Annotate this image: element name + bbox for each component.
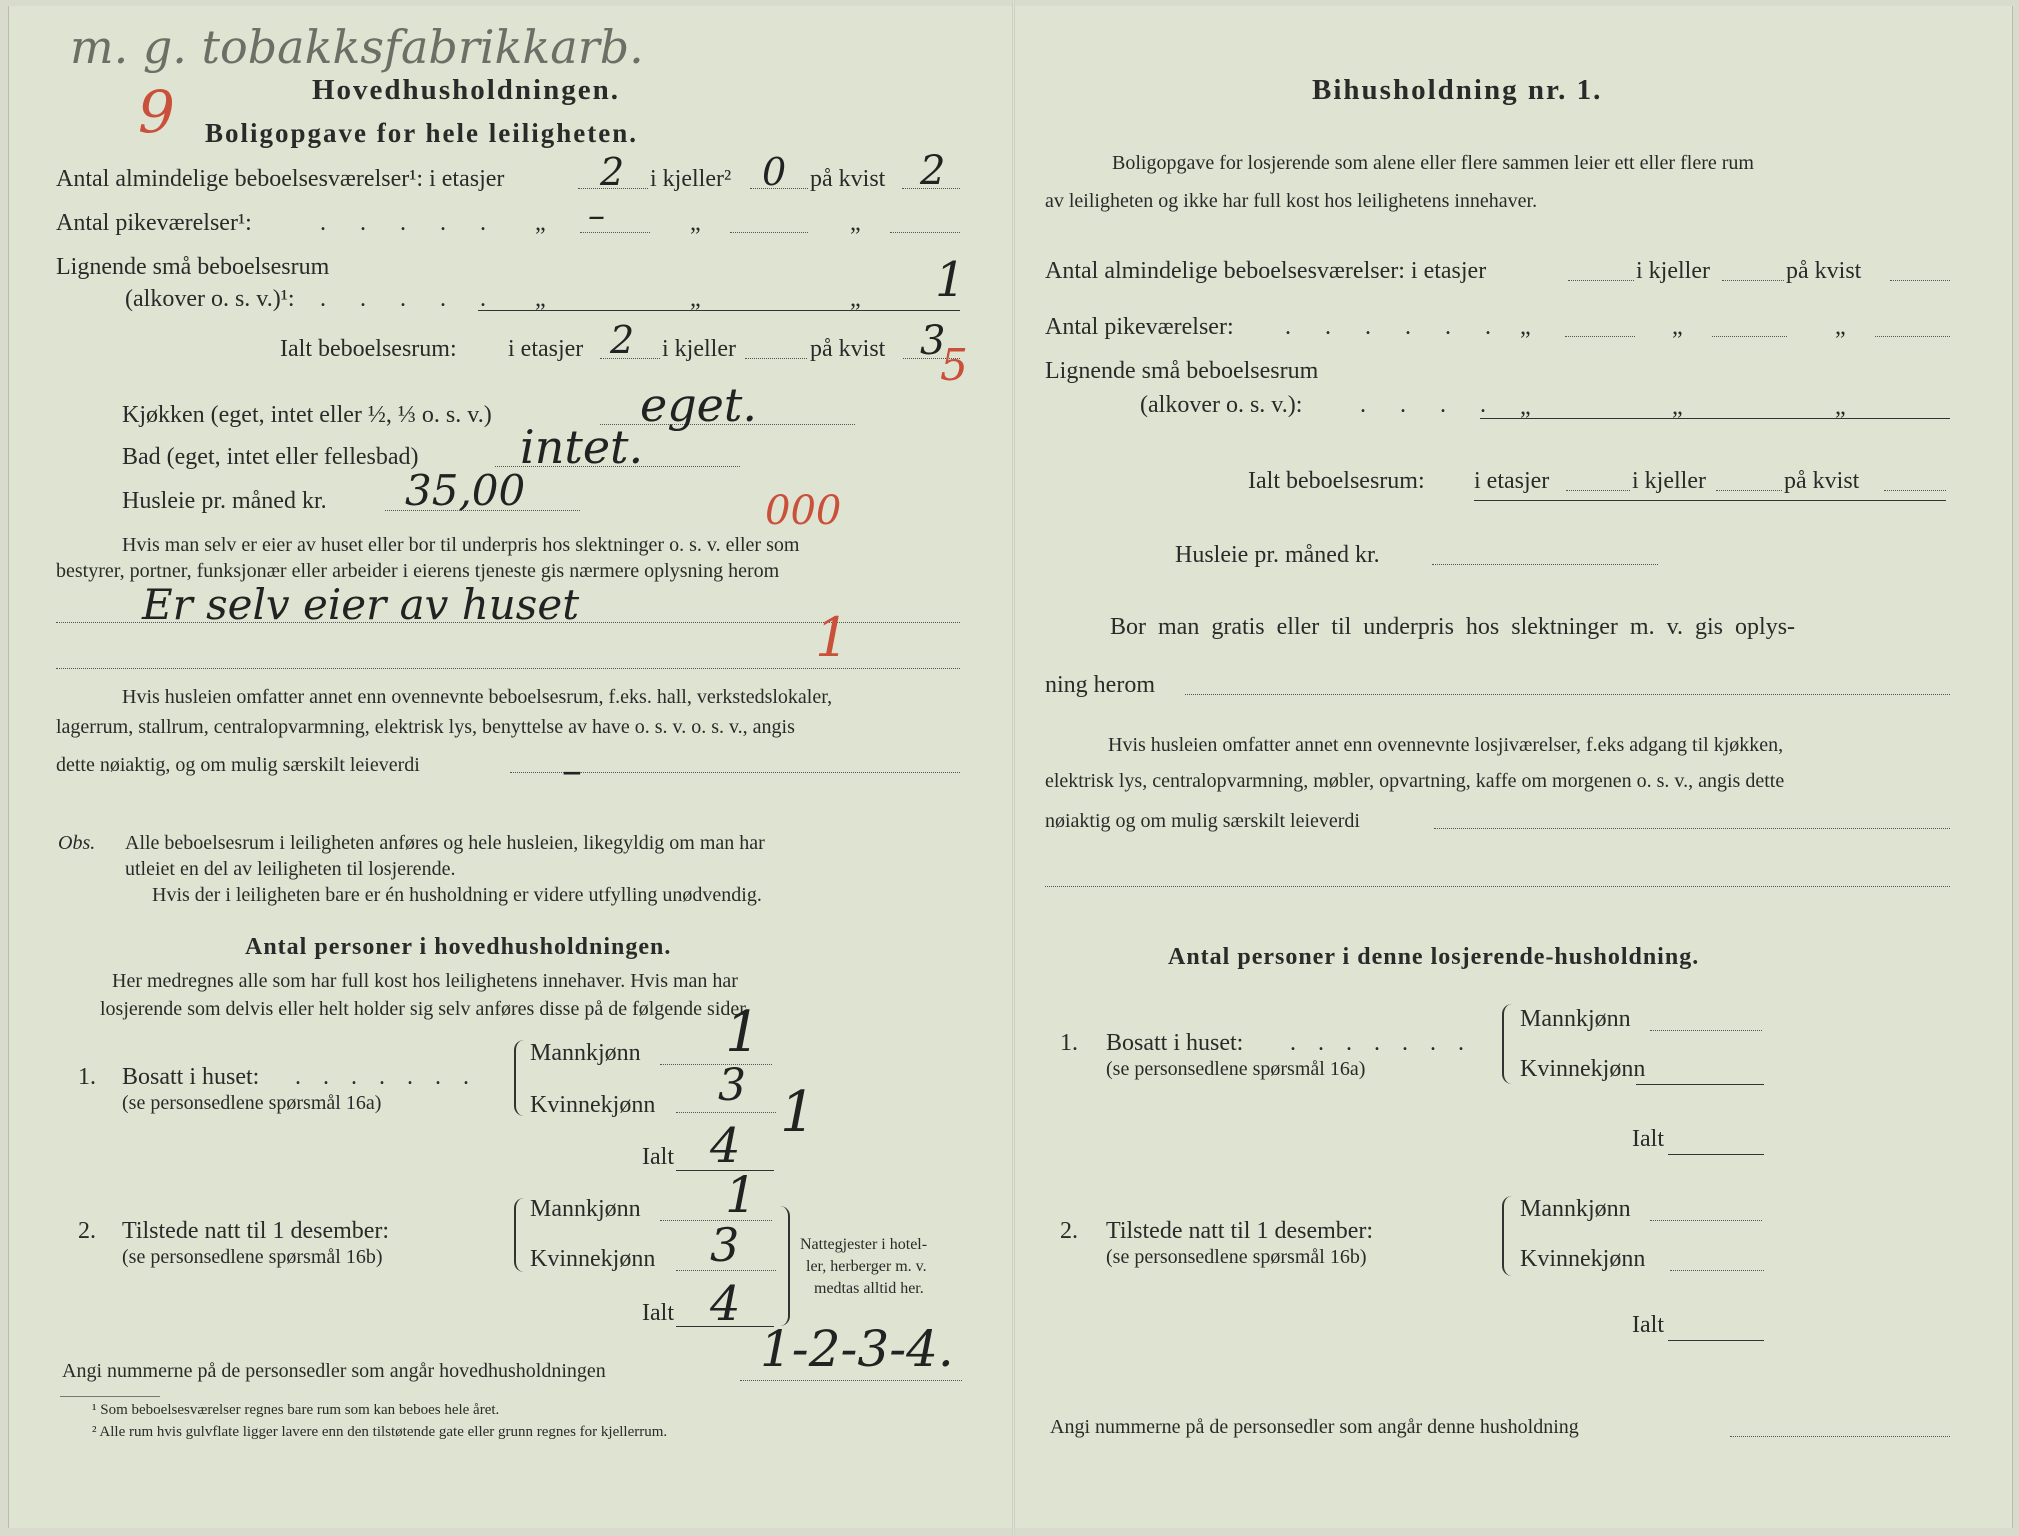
owner-text-1: Hvis man selv er eier av huset eller bor til underpris hos slektninger o. s. v. eller som [122,534,800,556]
kitchen-label: Kjøkken (eget, intet eller ½, ⅓ o. s. v.) [122,402,492,428]
ialt-kvist-value: 3 [920,318,946,364]
q2-ialt-value: 4 [710,1276,741,1332]
rooms-label: Antal almindelige beboelsesværelser¹: i etasjer [56,166,505,192]
q2-mann-value: 1 [725,1166,757,1224]
numbers-value: 1-2-3-4. [760,1320,954,1378]
other-text-3: dette nøiaktig, og om mulig særskilt leieverdi [56,754,420,776]
left-subtitle: Boligopgave for hele leiligheten. [205,118,638,148]
q1-sub: (se personsedlene spørsmål 16a) [122,1092,382,1114]
right-intro-1: Boligopgave for losjerende som alene eller flere sammen leier ett eller flere rum [1112,152,1754,174]
night-note-3: medtas alltid her. [814,1280,924,1297]
footnote-1: ¹ Som beboelsesværelser regnes bare rum som kan beboes hele året. [92,1402,500,1418]
right-q1-label: Bosatt i huset: [1106,1030,1244,1056]
right-other-text-3: nøiaktig og om mulig særskilt leieverdi [1045,810,1360,832]
q1-label: Bosatt i huset: [122,1064,260,1090]
rooms-kjeller-value: 0 [762,150,787,194]
right-q2-sub: (se personsedlene spørsmål 16b) [1106,1246,1367,1268]
right-pike-label: Antal pikeværelser: [1045,314,1234,340]
kjeller-label: i kjeller² [650,166,732,192]
right-q2-label: Tilstede natt til 1 desember: [1106,1218,1374,1244]
right-ialt-label: Ialt beboelsesrum: [1248,468,1425,494]
persons-text-1: Her medregnes alle som har full kost hos leilighetens innehaver. Hvis man har [112,970,738,992]
right-gratis-text-1: Bor man gratis eller til underpris hos slektninger m. v. gis oplys- [1110,614,1796,640]
left-title: Hovedhusholdningen. [312,74,620,106]
kitchen-value: eget. [640,378,757,432]
q1-kvinne-extra: 1 [780,1080,816,1145]
night-note-1: Nattegjester i hotel- [800,1236,928,1253]
rooms-kvist-value: 2 [920,148,946,194]
q2-sub: (se personsedlene spørsmål 16b) [122,1246,383,1268]
right-small-rooms-label: Lignende små beboelsesrum [1045,358,1319,384]
right-q1-sub: (se personsedlene spørsmål 16a) [1106,1058,1366,1080]
q2-number: 2. [78,1218,96,1244]
right-rent-label: Husleie pr. måned kr. [1175,542,1380,568]
other-text-1: Hvis husleien omfatter annet enn ovennevnte beboelsesrum, f.eks. hall, verkstedslokaler, [122,686,833,708]
obs-text-2: utleiet en del av leiligheten til losjerende. [125,858,456,880]
rent-label: Husleie pr. måned kr. [122,488,327,514]
right-other-text-1: Hvis husleien omfatter annet enn ovennevnte losjiværelser, f.eks adgang til kjøkken, [1108,734,1784,756]
numbers-label: Angi nummerne på de personsedler som angår hovedhusholdningen [62,1360,606,1382]
obs-text-1: Alle beboelsesrum i leiligheten anføres og hele husleien, likegyldig om man har [125,832,765,854]
obs-label: Obs. [58,832,96,854]
right-other-text-2: elektrisk lys, centralopvarmning, møbler, opvartning, kaffe om morgenen o. s. v., angis dette [1045,770,1785,792]
right-intro-2: av leiligheten og ikke har full kost hos leilighetens innehaver. [1045,190,1538,212]
q1-kvinne-value: 3 [718,1060,746,1111]
right-title: Bihusholdning nr. 1. [1312,74,1603,106]
rent-value: 35,00 [405,466,526,515]
small-rooms-label2: (alkover o. s. v.)¹: [125,286,295,312]
other-text-2: lagerrum, stallrum, centralopvarmning, elektrisk lys, benyttelse av have o. s. v. o. s. v., angis [56,716,795,738]
ialt-rooms-label: Ialt beboelsesrum: [280,336,457,362]
bath-value: intet. [520,420,644,474]
pike-label: Antal pikeværelser¹: [56,210,252,236]
bath-label: Bad (eget, intet eller fellesbad) [122,444,419,470]
right-q1-number: 1. [1060,1030,1078,1056]
red-page-number: 9 [138,78,175,146]
owner-value: Er selv eier av huset [142,580,580,629]
q1-number: 1. [78,1064,96,1090]
night-note-2: ler, herberger m. v. [806,1258,927,1275]
page-fold [1012,0,1015,1536]
owner-red-mark: 1 [815,606,850,669]
q1-ialt-value: 4 [710,1118,741,1174]
pencil-annotation: m. g. tobakksfabrikkarb. [70,20,644,74]
rooms-etasjer-value: 2 [600,150,625,194]
right-rooms-label: Antal almindelige beboelsesværelser: i etasjer [1045,258,1487,284]
pike-leader: . . . . . [320,210,500,236]
owner-text-2: bestyrer, portner, funksjonær eller arbeider i eierens tjeneste gis nærmere oplysning herom [56,560,780,582]
small-kvist-value: 1 [935,252,966,308]
persons-text-2: losjerende som delvis eller helt holder sig selv anføres disse på de følgende sider [100,998,746,1020]
right-gratis-text-2: ning herom [1045,672,1155,698]
right-persons-title: Antal personer i denne losjerende-husholdning. [1168,944,1700,970]
other-value: – [562,748,582,794]
obs-text-3: Hvis der i leiligheten bare er én husholdning er videre utfylling unødvendig. [152,884,762,906]
ialt-red-mark: 5 [940,340,968,391]
footnote-2: ² Alle rum hvis gulvflate ligger lavere enn den tilstøtende gate eller grunn regnes for kjellerrum. [92,1424,668,1440]
right-q2-number: 2. [1060,1218,1078,1244]
ialt-etasjer-value: 2 [610,318,635,362]
persons-title: Antal personer i hovedhusholdningen. [245,934,672,960]
q2-label: Tilstede natt til 1 desember: [122,1218,390,1244]
rent-red-mark: 000 [765,488,842,534]
right-numbers-label: Angi nummerne på de personsedler som angår denne husholdning [1050,1416,1579,1438]
small-rooms-label: Lignende små beboelsesrum [56,254,330,280]
kvist-label: på kvist [810,166,886,192]
q1-mann-value: 1 [725,1000,761,1065]
q2-kvinne-value: 3 [710,1218,740,1272]
pike-etasjer-value: – [588,196,605,236]
right-small-rooms-label2: (alkover o. s. v.): [1140,392,1303,418]
